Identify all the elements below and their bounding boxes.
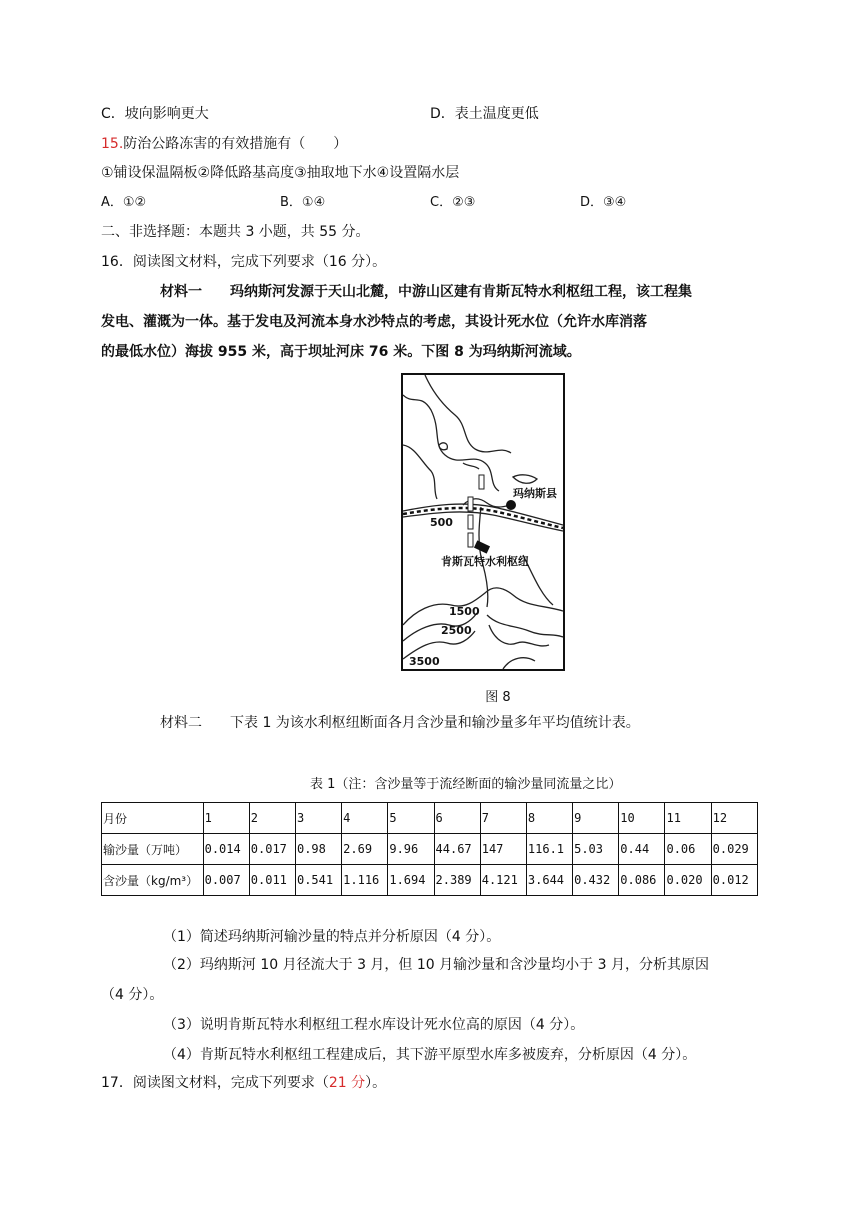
reservoir-marker-4: [468, 533, 473, 547]
figure-caption: 图 8: [485, 690, 511, 705]
table-row-cell: 0.06: [665, 834, 711, 865]
sub-question-2: [163, 955, 709, 975]
river-bank-south: [403, 512, 563, 531]
table-row-cell: 0.007: [203, 865, 249, 896]
table-header-row-cell: 10: [619, 803, 665, 834]
q15-measures: ①铺设保温隔板②降低路基高度③抽取地下水④设置隔水层: [101, 165, 460, 181]
q17-header-prefix: 17．阅读图文材料，完成下列要求（: [101, 1075, 329, 1091]
reservoir-marker-1: [479, 475, 484, 489]
table-header-row-cell: 7: [480, 803, 526, 834]
sub-question-2-cont: （4 分）。: [101, 987, 164, 1003]
contour-label-500: 500: [430, 516, 453, 529]
q15-stem: 防治公路冻害的有效措施有（ ）: [123, 136, 348, 152]
material1-line-3: 的最低水位）海拔 955 米，高于坝址河床 76 米。下图 8 为玛纳斯河流域。: [101, 344, 581, 360]
dam-label: 肯斯瓦特水利枢纽: [441, 555, 529, 568]
table-row-cell: 5.03: [573, 834, 619, 865]
map-drawing: [403, 375, 563, 669]
reservoir-marker-2: [468, 497, 473, 511]
table-row-cell: 0.017: [249, 834, 295, 865]
contour-label-1500: 1500: [449, 605, 480, 618]
table-row-cell: 0.020: [665, 865, 711, 896]
table-header-row-cell: 2: [249, 803, 295, 834]
table-header-row-cell: 4: [342, 803, 388, 834]
dam-symbol: [474, 540, 490, 553]
q17-score: 21 分: [328, 1075, 366, 1091]
sub-question-2-text: （2）玛纳斯河 10 月径流大于 3 月，但 10 月输沙量和含沙量均小于 3 月，分析其原因: [163, 957, 709, 973]
q17-header: [101, 1073, 386, 1093]
table-row-cell: 0.98: [295, 834, 341, 865]
q15-option-c: C．②③: [430, 195, 476, 210]
table-row-cell: 0.541: [295, 865, 341, 896]
manas-river-map: [401, 373, 565, 671]
table-row-cell: 0.014: [203, 834, 249, 865]
contour-label-2500: 2500: [441, 624, 472, 637]
table-row-cell: 116.1: [526, 834, 572, 865]
table-header-row-cell: 3: [295, 803, 341, 834]
west-contour-line: [403, 445, 437, 499]
sub-question-3: （3）说明肯斯瓦特水利枢纽工程水库设计死水位高的原因（4 分）。: [163, 1017, 585, 1033]
table-header-row-cell: 8: [526, 803, 572, 834]
table-caption: 表 1（注：含沙量等于流经断面的输沙量同流量之比）: [310, 777, 622, 792]
table-row-cell: 1.694: [388, 865, 434, 896]
county-label: 玛纳斯县: [513, 487, 557, 500]
contour-1500: [403, 588, 563, 625]
table-header-row-cell: 9: [573, 803, 619, 834]
table-row-cell: 0.011: [249, 865, 295, 896]
table-header-row-cell: 6: [434, 803, 480, 834]
material1-line-1: 材料一 玛纳斯河发源于天山北麓，中游山区建有肯斯瓦特水利枢纽工程，该工程集: [160, 284, 692, 300]
table-row-cell: 0.086: [619, 865, 665, 896]
sub-question-4: （4）肯斯瓦特水利枢纽工程建成后，其下游平原型水库多被废弃，分析原因（4 分）。: [163, 1047, 697, 1063]
sub-question-1: （1）简述玛纳斯河输沙量的特点并分析原因（4 分）。: [163, 929, 501, 945]
table-row-cell: 0.432: [573, 865, 619, 896]
q15-option-d: D．③④: [580, 195, 627, 210]
material1-line-2: 发电、灌溉为一体。基于发电及河流本身水沙特点的考虑，其设计死水位（允许水库消落: [101, 314, 647, 330]
table-header-row-cell: 11: [665, 803, 711, 834]
table-row-cell: 9.96: [388, 834, 434, 865]
q17-header-suffix: ）。: [365, 1075, 387, 1091]
table-row-cell: 3.644: [526, 865, 572, 896]
table-row-cell: 4.121: [480, 865, 526, 896]
reservoir-marker-3: [468, 515, 473, 529]
north-boundary-line: [403, 395, 499, 491]
material2-text: 材料二 下表 1 为该水利枢纽断面各月含沙量和输沙量多年平均值统计表。: [160, 715, 640, 731]
q16-header: 16．阅读图文材料，完成下列要求（16 分）。: [101, 254, 387, 270]
table-row-cell: 0.029: [711, 834, 757, 865]
q14-option-d: D．表土温度更低: [430, 106, 539, 122]
table-header-row: [102, 803, 758, 834]
table-header-row-cell: 12: [711, 803, 757, 834]
table-row-cell: 0.44: [619, 834, 665, 865]
section-heading: 二、非选择题：本题共 3 小题，共 55 分。: [101, 224, 370, 240]
table-row-cell: 1.116: [342, 865, 388, 896]
table-row: [102, 834, 758, 865]
table-header-row-cell: 5: [388, 803, 434, 834]
table-row-label: 输沙量（万吨）: [102, 834, 204, 865]
q14-option-c: C．坡向影响更大: [101, 106, 209, 122]
table-row-cell: 147: [480, 834, 526, 865]
q15-option-a: A．①②: [101, 195, 147, 210]
table-header-row-cell: 1: [203, 803, 249, 834]
q15-number: 15.: [101, 136, 124, 152]
table-row-cell: 2.69: [342, 834, 388, 865]
table-row-cell: 44.67: [434, 834, 480, 865]
table-header-row-label: 月份: [102, 803, 204, 834]
table-row-label: 含沙量（kg/m³）: [102, 865, 204, 896]
q15-stem-line: [101, 134, 347, 154]
county-point: [506, 500, 516, 510]
table-row: [102, 865, 758, 896]
contour-label-3500: 3500: [409, 655, 440, 668]
sediment-table: [101, 802, 758, 896]
table-row-cell: 0.012: [711, 865, 757, 896]
q15-option-b: B．①④: [280, 195, 326, 210]
lake-shape: [513, 475, 537, 483]
table-row-cell: 2.389: [434, 865, 480, 896]
